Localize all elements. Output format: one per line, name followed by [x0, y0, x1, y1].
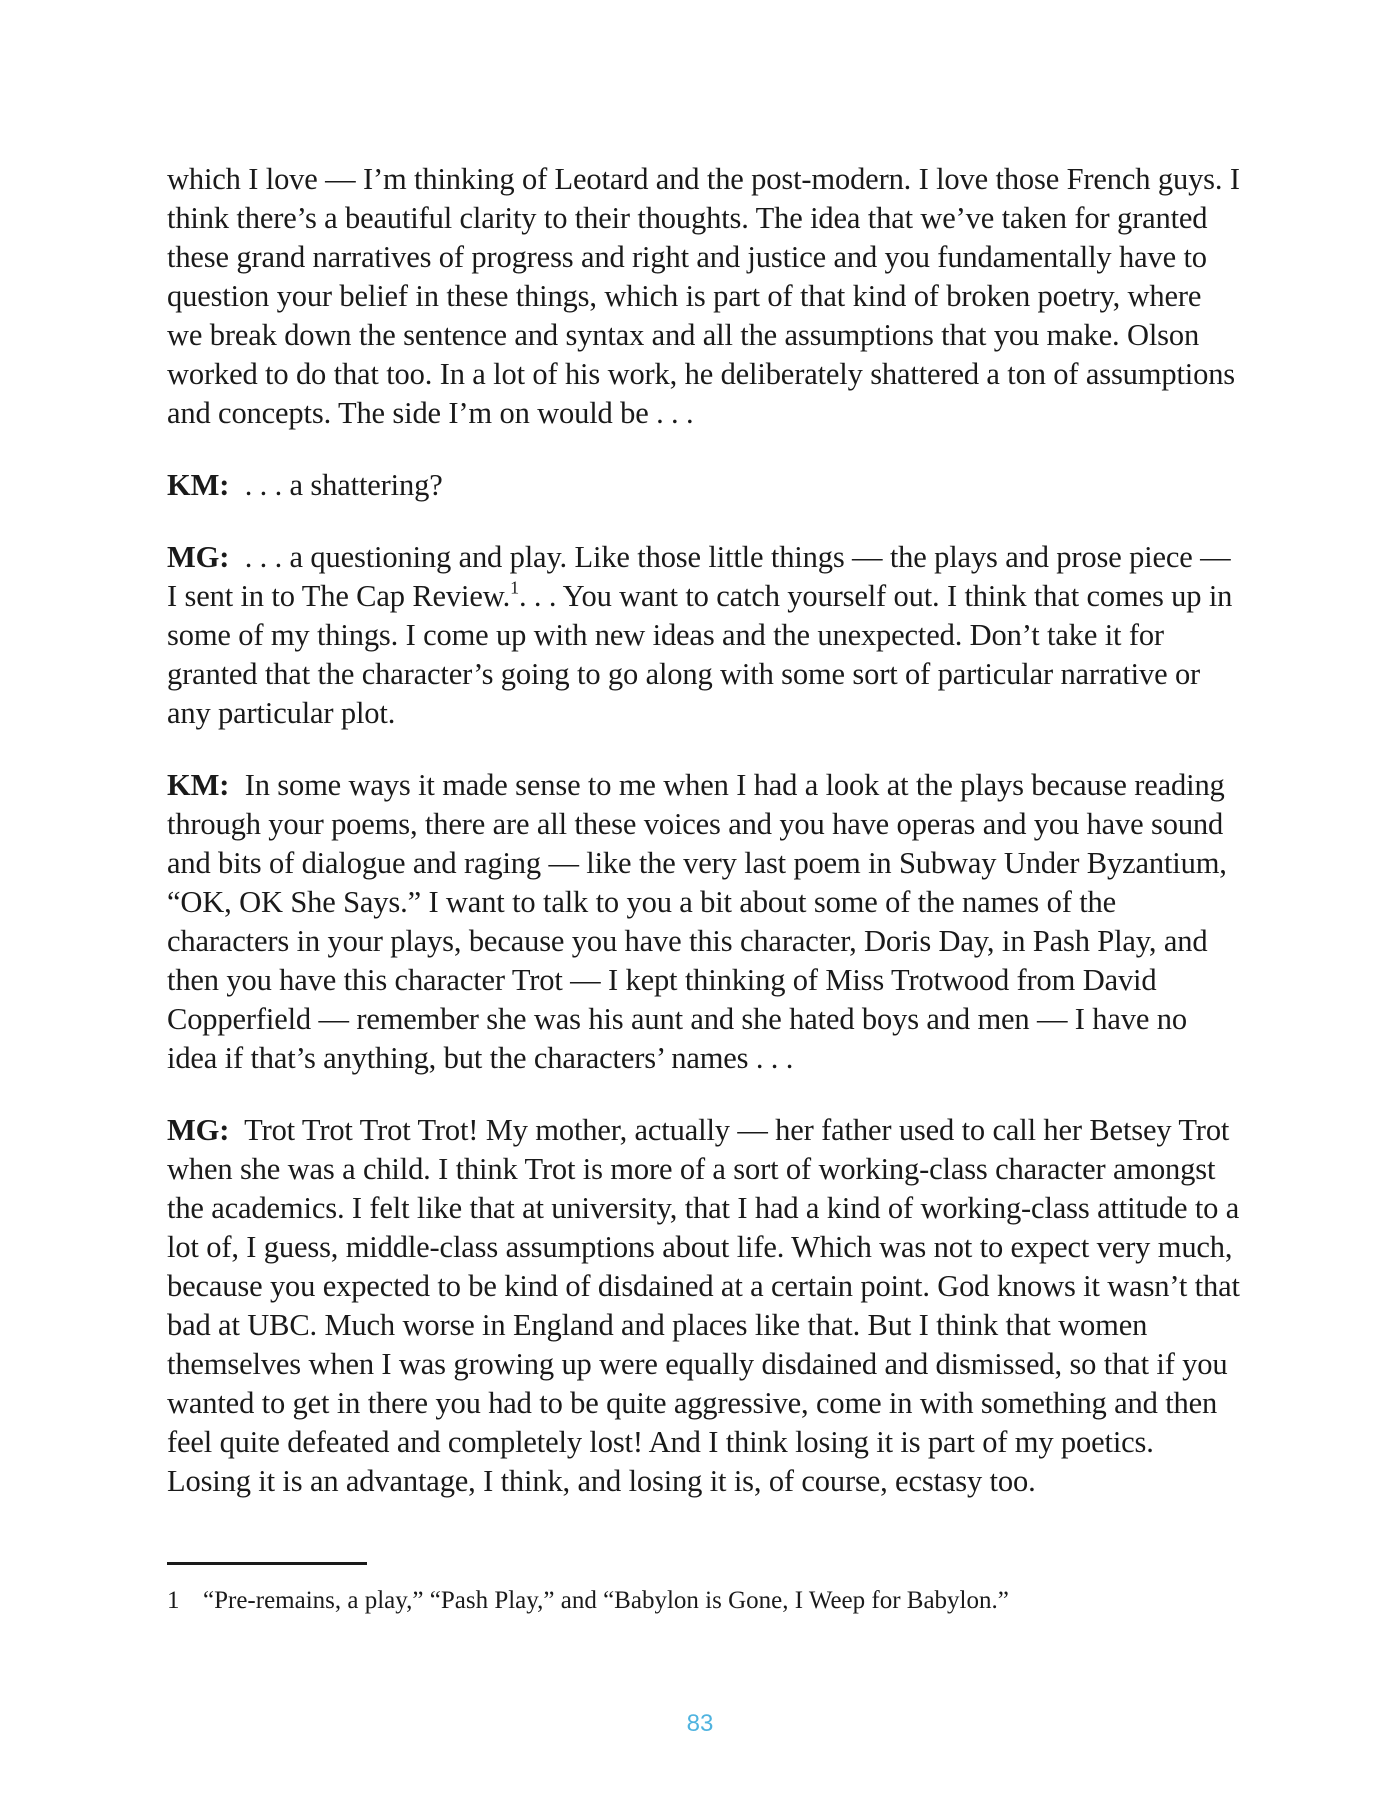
paragraph-km-2: [167, 766, 1242, 1078]
paragraph-km-1: [167, 466, 1242, 505]
paragraph-text: Trot Trot Trot Trot! My mother, actually — her father used to call her Betsey Trot when she was a child. I think Trot is more of a sort of working-class character amongst the academics. I felt like that at university, that I had a kind of working-class attitude to a lot of, I guess, middle-class assumptions about life. Which was not to expect very much, because you expected to be kind of disdained at a certain point. God knows it wasn’t that bad at UBC. Much worse in England and places like that. But I think that women themselves when I was growing up were equally disdained and dismissed, so that if you wanted to get in there you had to be quite aggressive, come in with something and then feel quite defeated and completely lost! And I think losing it is part of my poetics. Losing it is an advantage, I think, and losing it is, of course, ecstasy too.: [167, 1113, 1240, 1498]
footnote-number: 1: [167, 1587, 180, 1614]
speaker-label: KM:: [167, 468, 230, 502]
paragraph-text: . . . a shattering?: [244, 468, 443, 502]
page-body: [167, 160, 1242, 1534]
paragraph-continuation: [167, 160, 1242, 433]
paragraph-text: which I love — I’m thinking of Leotard and the post-modern. I love those French guys. I think there’s a beautiful clarity to their thoughts. The idea that we’ve taken for granted these grand narratives of progress and right and justice and you fundamentally have to question your belief in these things, which is part of that kind of broken poetry, where we break down the sentence and syntax and all the assumptions that you make. Olson worked to do that too. In a lot of his work, he deliberately shattered a ton of assumptions and concepts. The side I’m on would be . . .: [167, 162, 1240, 430]
paragraph-text: . . . a questioning and play. Like those little things — the plays and prose piece — I sent in to The Cap Review.: [167, 540, 1231, 613]
footnote: [167, 1585, 1242, 1617]
speaker-label: MG:: [167, 1113, 230, 1147]
paragraph-text: In some ways it made sense to me when I had a look at the plays because reading through your poems, there are all these voices and you have operas and you have sound and bits of dialogue and raging — like the very last poem in Subway Under Byzantium, “OK, OK She Says.” I want to talk to you a bit about some of the names of the characters in your plays, because you have this character, Doris Day, in Pash Play, and then you have this character Trot — I kept thinking of Miss Trotwood from David Copperfield — remember she was his aunt and she hated boys and men — I have no idea if that’s anything, but the characters’ names . . .: [167, 768, 1227, 1075]
footnote-text: “Pre-remains, a play,” “Pash Play,” and “Babylon is Gone, I Weep for Babylon.”: [203, 1587, 1009, 1614]
paragraph-mg-1: [167, 538, 1242, 733]
paragraph-mg-2: [167, 1111, 1242, 1501]
footnote-reference[interactable]: 1: [510, 577, 519, 598]
footnote-divider: [167, 1562, 367, 1565]
speaker-label: MG:: [167, 540, 230, 574]
speaker-label: KM:: [167, 768, 230, 802]
page-number: 83: [686, 1710, 714, 1737]
paragraph-text: . . . You want to catch yourself out. I think that comes up in some of my things. I come up with new ideas and the unexpected. Don’t take it for granted that the character’s going to go along with some sort of particular narrative or any particular plot.: [167, 579, 1233, 730]
